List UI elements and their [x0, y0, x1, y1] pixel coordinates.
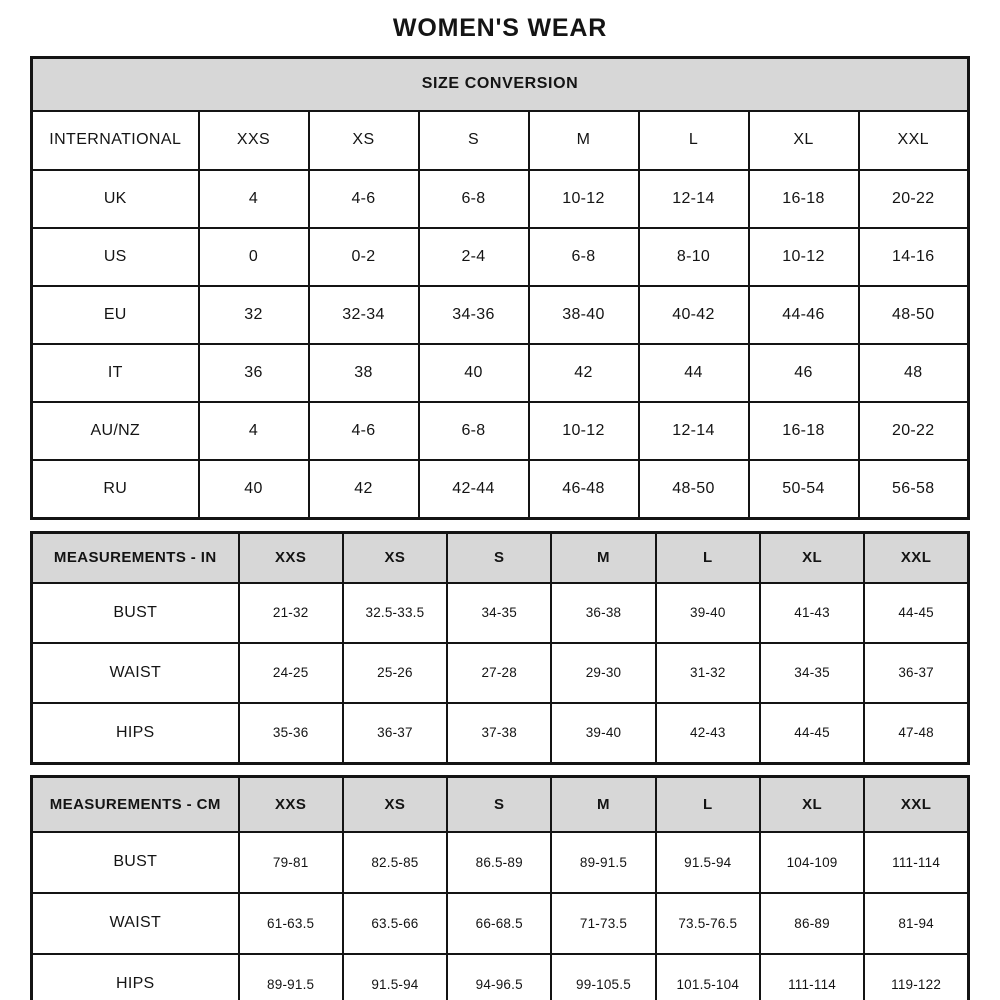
table-gap — [30, 520, 970, 531]
cell: 89-91.5 — [551, 832, 655, 893]
column-header-l: L — [656, 776, 760, 832]
cell: 21-32 — [239, 583, 343, 643]
column-header-l: L — [639, 111, 749, 170]
row-label: IT — [32, 344, 199, 402]
cell: 47-48 — [864, 703, 968, 764]
column-header-xxs: XXS — [239, 776, 343, 832]
cell: 39-40 — [551, 703, 655, 764]
column-header-s: S — [447, 532, 551, 583]
cell: 101.5-104 — [656, 954, 760, 1000]
cell: 63.5-66 — [343, 893, 447, 954]
cell: 0 — [199, 228, 309, 286]
table-row-hips — [32, 954, 969, 1000]
cell: 40 — [419, 344, 529, 402]
cell: 29-30 — [551, 643, 655, 703]
cell: 50-54 — [749, 460, 859, 519]
cell: 2-4 — [419, 228, 529, 286]
cell: 44-45 — [760, 703, 864, 764]
cell: 89-91.5 — [239, 954, 343, 1000]
cell: 39-40 — [656, 583, 760, 643]
column-header-m: M — [551, 532, 655, 583]
column-header-xl: XL — [760, 776, 864, 832]
cell: 38-40 — [529, 286, 639, 344]
table-row-it — [32, 344, 969, 402]
row-label: HIPS — [32, 954, 239, 1000]
table-row-uk — [32, 170, 969, 228]
cell: 44 — [639, 344, 749, 402]
cell: 82.5-85 — [343, 832, 447, 893]
cell: 37-38 — [447, 703, 551, 764]
cell: 66-68.5 — [447, 893, 551, 954]
cell: 91.5-94 — [656, 832, 760, 893]
cell: 32 — [199, 286, 309, 344]
cell: 10-12 — [749, 228, 859, 286]
cell: 48-50 — [859, 286, 969, 344]
banner-row — [32, 57, 969, 111]
column-header-l: L — [656, 532, 760, 583]
cell: 44-45 — [864, 583, 968, 643]
measurements-in-table — [30, 531, 970, 765]
cell: 32.5-33.5 — [343, 583, 447, 643]
measurements-cm-table — [30, 775, 970, 1000]
cell: 4 — [199, 170, 309, 228]
cell: 34-36 — [419, 286, 529, 344]
cell: 25-26 — [343, 643, 447, 703]
cell: 31-32 — [656, 643, 760, 703]
cell: 73.5-76.5 — [656, 893, 760, 954]
cell: 36-38 — [551, 583, 655, 643]
cell: 4 — [199, 402, 309, 460]
header-row — [32, 111, 969, 170]
cell: 34-35 — [447, 583, 551, 643]
table-row-au-nz — [32, 402, 969, 460]
cell: 12-14 — [639, 170, 749, 228]
row-label: UK — [32, 170, 199, 228]
column-header-xl: XL — [749, 111, 859, 170]
column-header-m: M — [551, 776, 655, 832]
cell: 46 — [749, 344, 859, 402]
cell: 12-14 — [639, 402, 749, 460]
table-gap — [30, 765, 970, 775]
cell: 111-114 — [864, 832, 968, 893]
cell: 10-12 — [529, 402, 639, 460]
cell: 42 — [309, 460, 419, 519]
table-row-hips — [32, 703, 969, 764]
cell: 111-114 — [760, 954, 864, 1000]
column-header-xxs: XXS — [199, 111, 309, 170]
cell: 79-81 — [239, 832, 343, 893]
cell: 42-44 — [419, 460, 529, 519]
size-conversion-banner: SIZE CONVERSION — [32, 57, 969, 111]
column-header-m: M — [529, 111, 639, 170]
column-header-xs: XS — [343, 532, 447, 583]
cell: 42 — [529, 344, 639, 402]
cell: 99-105.5 — [551, 954, 655, 1000]
column-header-xxs: XXS — [239, 532, 343, 583]
cell: 8-10 — [639, 228, 749, 286]
table-row-waist — [32, 643, 969, 703]
column-header-measurements-in: MEASUREMENTS - IN — [32, 532, 239, 583]
column-header-measurements-cm: MEASUREMENTS - CM — [32, 776, 239, 832]
cell: 40 — [199, 460, 309, 519]
cell: 6-8 — [419, 402, 529, 460]
size-conversion-table — [30, 56, 970, 520]
row-label: WAIST — [32, 893, 239, 954]
cell: 16-18 — [749, 170, 859, 228]
cell: 42-43 — [656, 703, 760, 764]
tables-container — [30, 56, 970, 1000]
row-label: EU — [32, 286, 199, 344]
cell: 94-96.5 — [447, 954, 551, 1000]
header-row — [32, 532, 969, 583]
column-header-xxl: XXL — [864, 776, 968, 832]
cell: 86-89 — [760, 893, 864, 954]
page-title: WOMEN'S WEAR — [392, 14, 608, 42]
cell: 0-2 — [309, 228, 419, 286]
cell: 36-37 — [343, 703, 447, 764]
row-label: HIPS — [32, 703, 239, 764]
cell: 24-25 — [239, 643, 343, 703]
cell: 38 — [309, 344, 419, 402]
cell: 44-46 — [749, 286, 859, 344]
table-row-eu — [32, 286, 969, 344]
table-row-us — [32, 228, 969, 286]
row-label: US — [32, 228, 199, 286]
cell: 20-22 — [859, 170, 969, 228]
row-label: AU/NZ — [32, 402, 199, 460]
table-row-bust — [32, 583, 969, 643]
cell: 36-37 — [864, 643, 968, 703]
column-header-s: S — [419, 111, 529, 170]
table-row-bust — [32, 832, 969, 893]
cell: 56-58 — [859, 460, 969, 519]
cell: 48 — [859, 344, 969, 402]
cell: 6-8 — [419, 170, 529, 228]
row-label: RU — [32, 460, 199, 519]
cell: 20-22 — [859, 402, 969, 460]
column-header-s: S — [447, 776, 551, 832]
cell: 71-73.5 — [551, 893, 655, 954]
column-header-xxl: XXL — [859, 111, 969, 170]
cell: 86.5-89 — [447, 832, 551, 893]
cell: 48-50 — [639, 460, 749, 519]
cell: 36 — [199, 344, 309, 402]
cell: 16-18 — [749, 402, 859, 460]
cell: 41-43 — [760, 583, 864, 643]
cell: 32-34 — [309, 286, 419, 344]
cell: 40-42 — [639, 286, 749, 344]
cell: 81-94 — [864, 893, 968, 954]
cell: 91.5-94 — [343, 954, 447, 1000]
cell: 14-16 — [859, 228, 969, 286]
row-label: BUST — [32, 832, 239, 893]
cell: 35-36 — [239, 703, 343, 764]
cell: 34-35 — [760, 643, 864, 703]
column-header-xs: XS — [343, 776, 447, 832]
row-label: BUST — [32, 583, 239, 643]
cell: 61-63.5 — [239, 893, 343, 954]
table-row-ru — [32, 460, 969, 519]
column-header-xs: XS — [309, 111, 419, 170]
column-header-xxl: XXL — [864, 532, 968, 583]
cell: 46-48 — [529, 460, 639, 519]
cell: 27-28 — [447, 643, 551, 703]
column-header-xl: XL — [760, 532, 864, 583]
cell: 6-8 — [529, 228, 639, 286]
cell: 104-109 — [760, 832, 864, 893]
row-label: WAIST — [32, 643, 239, 703]
header-row — [32, 776, 969, 832]
column-header-international: INTERNATIONAL — [32, 111, 199, 170]
cell: 10-12 — [529, 170, 639, 228]
cell: 4-6 — [309, 170, 419, 228]
table-row-waist — [32, 893, 969, 954]
cell: 119-122 — [864, 954, 968, 1000]
cell: 4-6 — [309, 402, 419, 460]
